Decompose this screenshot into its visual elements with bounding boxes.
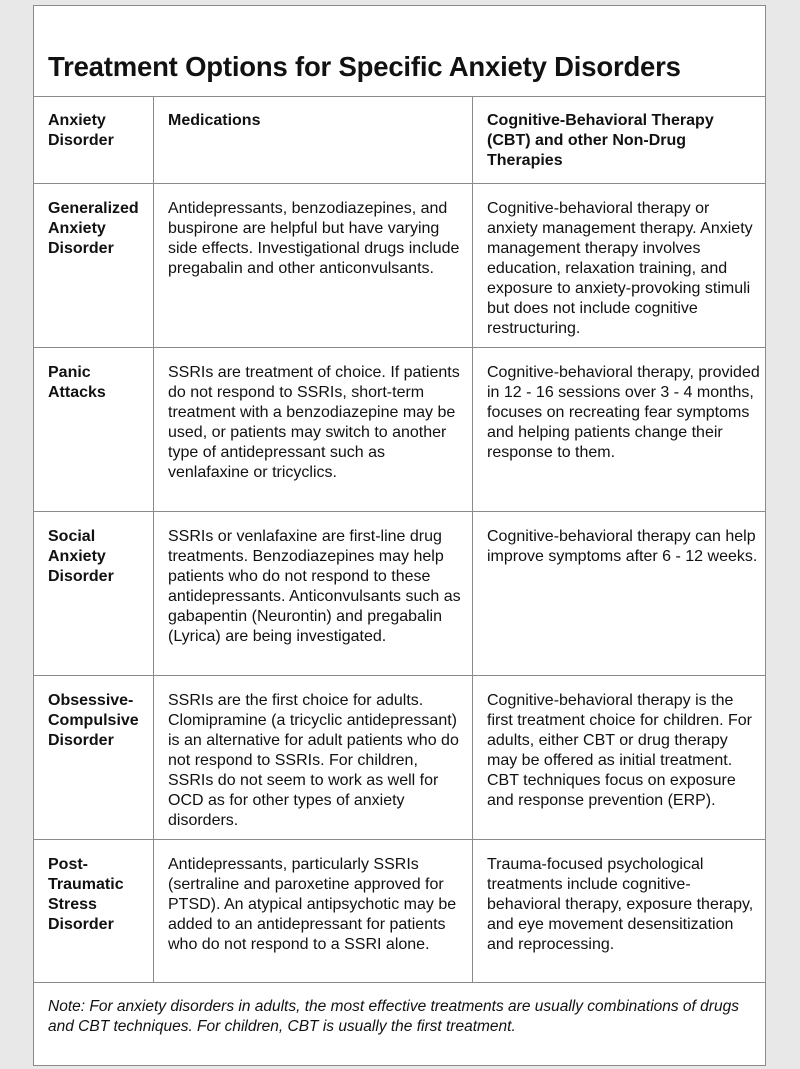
- row-ptsd-disorder: Post-Traumatic Stress Disorder: [34, 840, 154, 983]
- row-social-disorder: Social Anxiety Disorder: [34, 512, 154, 676]
- table-note: Note: For anxiety disorders in adults, the most effective treatments are usually combinations of drugs and CBT techniques. For children, CBT is usually the first treatment.: [48, 998, 739, 1035]
- row-ocd-therapy: Cognitive-behavioral therapy is the first treatment choice for children. For adults, either CBT or drug therapy may be offered as initial treatment. CBT techniques focus on exposure and response prevention (ERP).: [473, 676, 765, 840]
- header-medications: Medications: [154, 97, 473, 184]
- row-gad-therapy: Cognitive-behavioral therapy or anxiety management therapy. Anxiety management therapy involves education, relaxation training, and exposure to anxiety-provoking stimuli but does not include cognitive restructuring.: [473, 184, 765, 348]
- row-panic-therapy: Cognitive-behavioral therapy, provided in 12 - 16 sessions over 3 - 4 months, focuses on recreating fear symptoms and helping patients change their response to them.: [473, 348, 765, 512]
- row-panic-medications: SSRIs are treatment of choice. If patients do not respond to SSRIs, short-term treatment with a benzodiazepine may be used, or patients may switch to another type of antidepressant such as venlafaxine or tricyclics.: [154, 348, 473, 512]
- header-therapy: Cognitive-Behavioral Therapy (CBT) and other Non-Drug Therapies: [473, 97, 765, 184]
- row-panic-disorder: Panic Attacks: [34, 348, 154, 512]
- table-title-bar: [34, 6, 765, 97]
- row-social-therapy: Cognitive-behavioral therapy can help improve symptoms after 6 - 12 weeks.: [473, 512, 765, 676]
- row-social-medications: SSRIs or venlafaxine are first-line drug treatments. Benzodiazepines may help patients who do not respond to these antidepressants. Anticonvulsants such as gabapentin (Neurontin) and pregabalin (Lyrica) are being investigated.: [154, 512, 473, 676]
- row-ptsd-medications: Antidepressants, particularly SSRIs (sertraline and paroxetine approved for PTSD). An atypical antipsychotic may be added to an antidepressant for patients who do not respond to a SSRI alone.: [154, 840, 473, 983]
- row-ocd-disorder: Obsessive-Compulsive Disorder: [34, 676, 154, 840]
- treatment-table: [33, 5, 766, 1066]
- row-ptsd-therapy: Trauma-focused psychological treatments include cognitive-behavioral therapy, exposure therapy, and eye movement desensitization and reprocessing.: [473, 840, 765, 983]
- table-grid: [34, 97, 765, 983]
- table-title: Treatment Options for Specific Anxiety Disorders: [48, 50, 681, 82]
- header-disorder: Anxiety Disorder: [34, 97, 154, 184]
- row-ocd-medications: SSRIs are the first choice for adults. Clomipramine (a tricyclic antidepressant) is an alternative for adult patients who do not respond to SSRIs. For children, SSRIs do not seem to work as well for OCD as for other types of anxiety disorders.: [154, 676, 473, 840]
- row-gad-medications: Antidepressants, benzodiazepines, and buspirone are helpful but have varying side effects. Investigational drugs include pregabalin and other anticonvulsants.: [154, 184, 473, 348]
- row-gad-disorder: Generalized Anxiety Disorder: [34, 184, 154, 348]
